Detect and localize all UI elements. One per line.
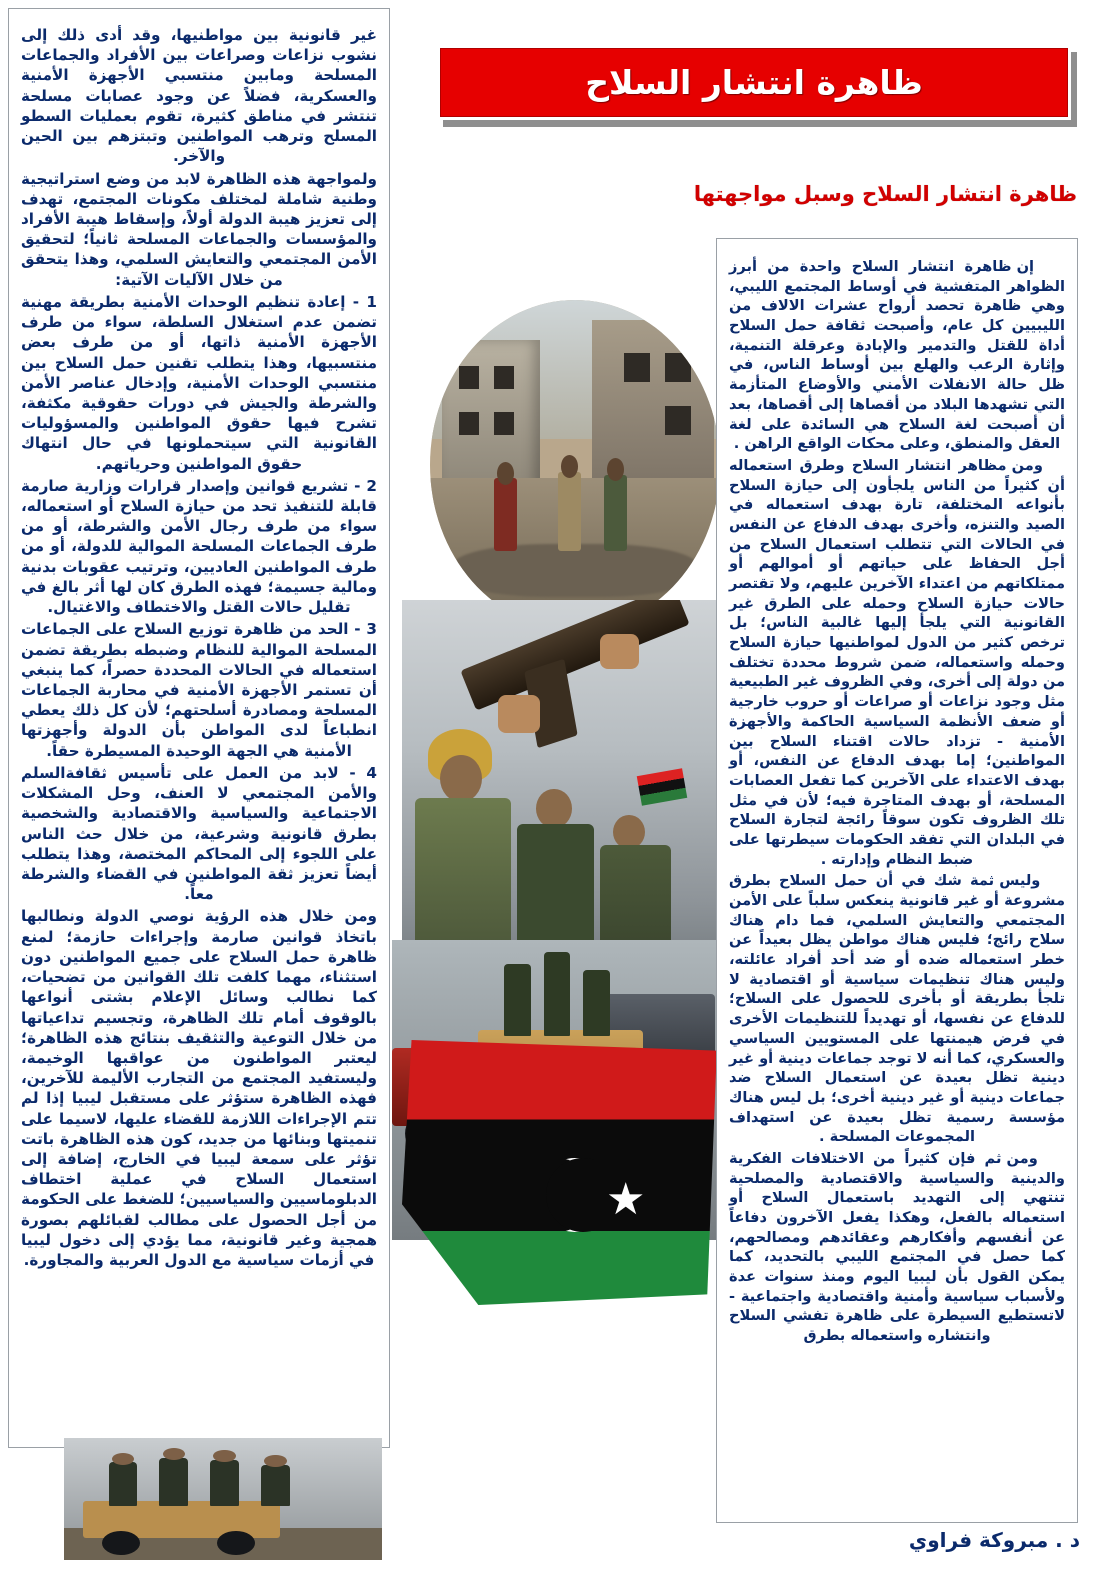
right-paragraph: ومن مظاهر انتشار السلاح وطرق استعماله أن كثيراً من الناس يلجأون إلى حيازة السلاح بأنواعه المختلفة، تارة بهدف استعماله في الصيد والتنزه، وأخرى بهدف الدفاع عن النفس في الحالات التي تتطلب استعمال السلاح من أجل الحفاظ على حياتهم أو أموالهم أو ممتلكاتهم من اعتداء الآخرين عليهم، ولا تقتصر حالات حيازة السلاح وحمله على الطرق غير القانونية التي يلجأ إليها غالبية الناس؛ بل ترخص كثير من الدول لمواطنيها حيازة السلاح وحمله واستعماله، ضمن شروط محددة تختلف من دولة إلى أخرى، وفي الظروف غير الطبيعية مثل وجود نزاعات أو صراعات أو حروب خارجية أو ضعف الأنظمة السياسية الحاكمة والأجهزة الأمنية - تزداد حالات اقتناء السلاح بين المواطنين؛ إما بهدف الدفاع عن النفس، أو بهدف الاعتداء على الآخرين كما تفعل العصابات المسلحة، أو بهدف المتاجرة فيه؛ لأن في مثل تلك الظروف تكون سوقاً رائجة لتجارة السلاح في البلدان التي تفقد الحكومات سيطرتها على ضبط النظام وإدارته .	[729, 456, 1065, 868]
figure-on-truck	[544, 952, 570, 1036]
photo-window	[459, 412, 479, 435]
figure-on-truck	[109, 1462, 138, 1506]
figure-head	[440, 755, 482, 802]
figure-on-truck	[159, 1458, 188, 1507]
photo-rubble	[453, 544, 697, 597]
photo-window	[459, 366, 479, 389]
photo-window	[494, 412, 514, 435]
figure-on-truck	[210, 1460, 239, 1506]
left-paragraph: غير قانونية بين مواطنيها، وقد أدى ذلك إلى نشوب نزاعات وصراعات بين الأفراد والجماعات المسلحة ومابين منتسبي الأجهزة الأمنية والعسكرية، فضلاً عن وجود عصابات مسلحة تنتشر في مناطق كثيرة، تقوم بعمليات السطو المسلح وترهب المواطنين وتبتزهم بين الحين والآخر.	[21, 26, 377, 166]
photo-building	[442, 340, 541, 492]
photo-figure	[604, 475, 627, 551]
photo-figure	[494, 478, 517, 551]
left-paragraph: ولمواجهة هذه الظاهرة لابد من وضع استراتيجية وطنية شاملة لمختلف مكونات المجتمع، تهدف إلى تعزيز هيبة الدولة أولاً، وإسقاط هيبة الأفراد والمؤسسات والجماعات المسلحة ثانياً؛ لتحقيق الأمن المجتمعي والتعايش السلمي، وهذا يتحقق من خلال الآليات الآتية:	[21, 169, 377, 289]
right-paragraph: ومن ثم فإن كثيراً من الاختلافات الفكرية والدينية والسياسية والاقتصادية والمصلحية تنتهي إلى التهديد باستعمال السلاح أو استعماله بالفعل، وهكذا يفعل الآخرون دفاعاً عن أنفسهم وأفكارهم وعقائدهم ومصالحهم، كما حصل في المجتمع الليبي بالتحديد، كما يمكن القول بأن ليبيا اليوم ومنذ سنوات عدة ولأسباب سياسية وأمنية واقتصادية واجتماعية - لاتستطيع السيطرة على ظاهرة تفشي السلاح وانتشاره واستعماله بطرق	[729, 1149, 1065, 1345]
flag-star-icon: ★	[606, 1174, 646, 1225]
hand-shape	[600, 634, 638, 668]
fighters-on-truck-photo	[64, 1438, 382, 1560]
right-article-column	[716, 238, 1078, 1523]
figure-head	[163, 1448, 185, 1460]
photo-window	[665, 353, 691, 383]
photo-window	[665, 406, 691, 436]
flag-crescent-icon	[520, 1158, 594, 1232]
street-fighters-photo	[430, 300, 720, 630]
photo-figure-head	[561, 455, 578, 478]
figure-head	[536, 789, 571, 828]
left-article-column	[8, 8, 390, 1448]
figure-head	[112, 1453, 134, 1465]
photo-figure-head	[497, 462, 514, 485]
page-title: ظاهرة انتشار السلاح	[585, 63, 923, 102]
left-paragraph: 1 - إعادة تنظيم الوحدات الأمنية بطريقة مهنية تضمن عدم استغلال السلطة، سواء من طرف الأجهزة الأمنية ذاتها، أو من طرف بعض منتسبيها، وهذا يتطلب تقنين حمل السلاح بين منتسبي الوحدات الأمنية، وإدخال عناصر الأمن والشرطة والجيش في دورات حقوقية مكثفة، تشرح فيها حقوق المواطنين والمسؤوليات القانونية التي سيتحملونها في حال انتهاك حقوق المواطنين وحرياتهم.	[21, 292, 377, 473]
figure-on-truck	[261, 1465, 290, 1506]
author-name: د . مبروكة فراوي	[908, 1528, 1080, 1552]
image-collage	[392, 300, 722, 1310]
figure-head	[264, 1455, 286, 1467]
header-banner	[437, 45, 1071, 120]
figure-on-truck	[583, 970, 609, 1036]
photo-figure	[558, 472, 581, 551]
header-banner-wrapper	[437, 45, 1077, 127]
photo-window	[624, 353, 650, 383]
left-paragraph: 2 - تشريع قوانين وإصدار قرارات وزارية صارمة قابلة للتنفيذ تحد من حيازة السلاح أو استعماله، سواء من طرف رجال الأمن والشرطة، أو من طرف الجماعات المسلحة الموالية للدولة، أو من طرف المواطنين العاديين، وترتيب عقوبات بدنية ومالية جسيمة؛ فهذه الطرق كان لها أثر بالغ في تقليل حالات القتل والاختطاف والاغتيال.	[21, 476, 377, 617]
left-paragraph: 3 - الحد من ظاهرة توزيع السلاح على الجماعات المسلحة الموالية للنظام وضبطه بطريقة تضمن استعماله في الحالات المحددة حصراً، كما ينبغي أن تستمر الأجهزة الأمنية في محاربة الجماعات المسلحة ومصادرة أسلحتهم؛ لأن كل ذلك يعطي انطباعاً لدى المواطن بأن الدولة وأجهزتها الأمنية هي الجهة الوحيدة المسيطرة حقاً.	[21, 620, 377, 760]
right-paragraph: إن ظاهرة انتشار السلاح واحدة من أبرز الظواهر المتفشية في أوساط المجتمع الليبي، وهي ظاهرة تحصد أرواح عشرات الالاف من الليبيين كل عام، وأصبحت ثقافة حمل السلاح أداة للقتل والتدمير والإبادة وعرقلة التنمية، وإثارة الرعب والهلع بين أوساط الناس، في ظل حالة الانفلات الأمني والأوضاع المتأزمة التي تشهدها البلاد من أقصاها إلى أقصاها، بعد أن أصبحت لغة السلاح هي السائدة على لغة العقل والمنطق، وعلى محكات الواقع الراهن .	[729, 258, 1065, 453]
figure-on-truck	[504, 964, 530, 1036]
article-subtitle: ظاهرة انتشار السلاح وسبل مواجهتها	[693, 182, 1077, 206]
truck-wheel	[217, 1531, 255, 1555]
hand-shape	[498, 695, 540, 734]
photo-window	[494, 366, 514, 389]
left-paragraph: ومن خلال هذه الرؤية نوصي الدولة ونطالبها باتخاذ قوانين صارمة وإجراءات حازمة؛ لمنع ظاهرة حمل السلاح على جميع المواطنين دون استثناء، مهما كلفت تلك القوانين من تضحيات، كما نطالب وسائل الإعلام بشتى أنواعها بالوقوف أمام تلك الظاهرة، وتجسيم تداعياتها من خلال التوعية والتثقيف بنتائج هذه الظاهرة؛ ليعتبر المواطنون من عواقبها الوخيمة، وليستفيد المجتمع من التجارب الأليمة للآخرين، فهذه الظاهرة ستؤثر على مستقبل ليبيا إذا لم تتم الإجراءات اللازمة للقضاء عليها، لاسيما على تنميتها وبنائها من جديد، كون هذه الظاهرة باتت تؤثر على سمعة ليبيا في الخارج، إضافة إلى استعمال السلاح في عملية اختطاف الدبلوماسيين والسياسيين؛ للضغط على الحكومة من أجل الحصول على مطالب لقبائلهم بصورة همجية وغير قانونية، مما يؤدي إلى دخول ليبيا في أزمات سياسية مع الدول العربية والمجاورة.	[21, 907, 377, 1270]
left-paragraph: 4 - لابد من العمل على تأسيس ثقافةالسلم والأمن المجتمعي لا العنف، وحل المشكلات الاجتماعية والسياسية والاقتصادية والشخصية بطرق قانونية وشرعية، من خلال حث الناس على اللجوء إلى المحاكم المختصة، وهذا يتطلب أيضاً تعزيز ثقة المواطنين في القضاء والشرطة معاً.	[21, 763, 377, 904]
right-paragraph: وليس ثمة شك في أن حمل السلاح بطرق مشروعة أو غير قانونية ينعكس سلباً على الأمن المجتمعي والتعايش السلمي، فما دام هناك سلاح رائج؛ فليس هناك مواطن يظل بعيداً عن خطر استعماله ضده أو ضد أحد أفراد عائلته، وليس هناك تنظيمات سياسية أو اقتصادية لا تلجأ بطريقة أو بأخرى للحصول على السلاح؛ للدفاع عن نفسها، أو تهديداً للتنظيمات الأخرى في فرض هيمنتها على المستويين السياسي والعسكري، كما أنه لا توجد جماعات دينية أو غير دينية تظل بعيدة عن استعمال السلاح ضد جماعات دينية أو غير دينية أخرى؛ بل ليس هناك مؤسسة رسمية تظل بعيدة عن استهداف المجموعات المسلحة .	[728, 872, 1065, 1146]
